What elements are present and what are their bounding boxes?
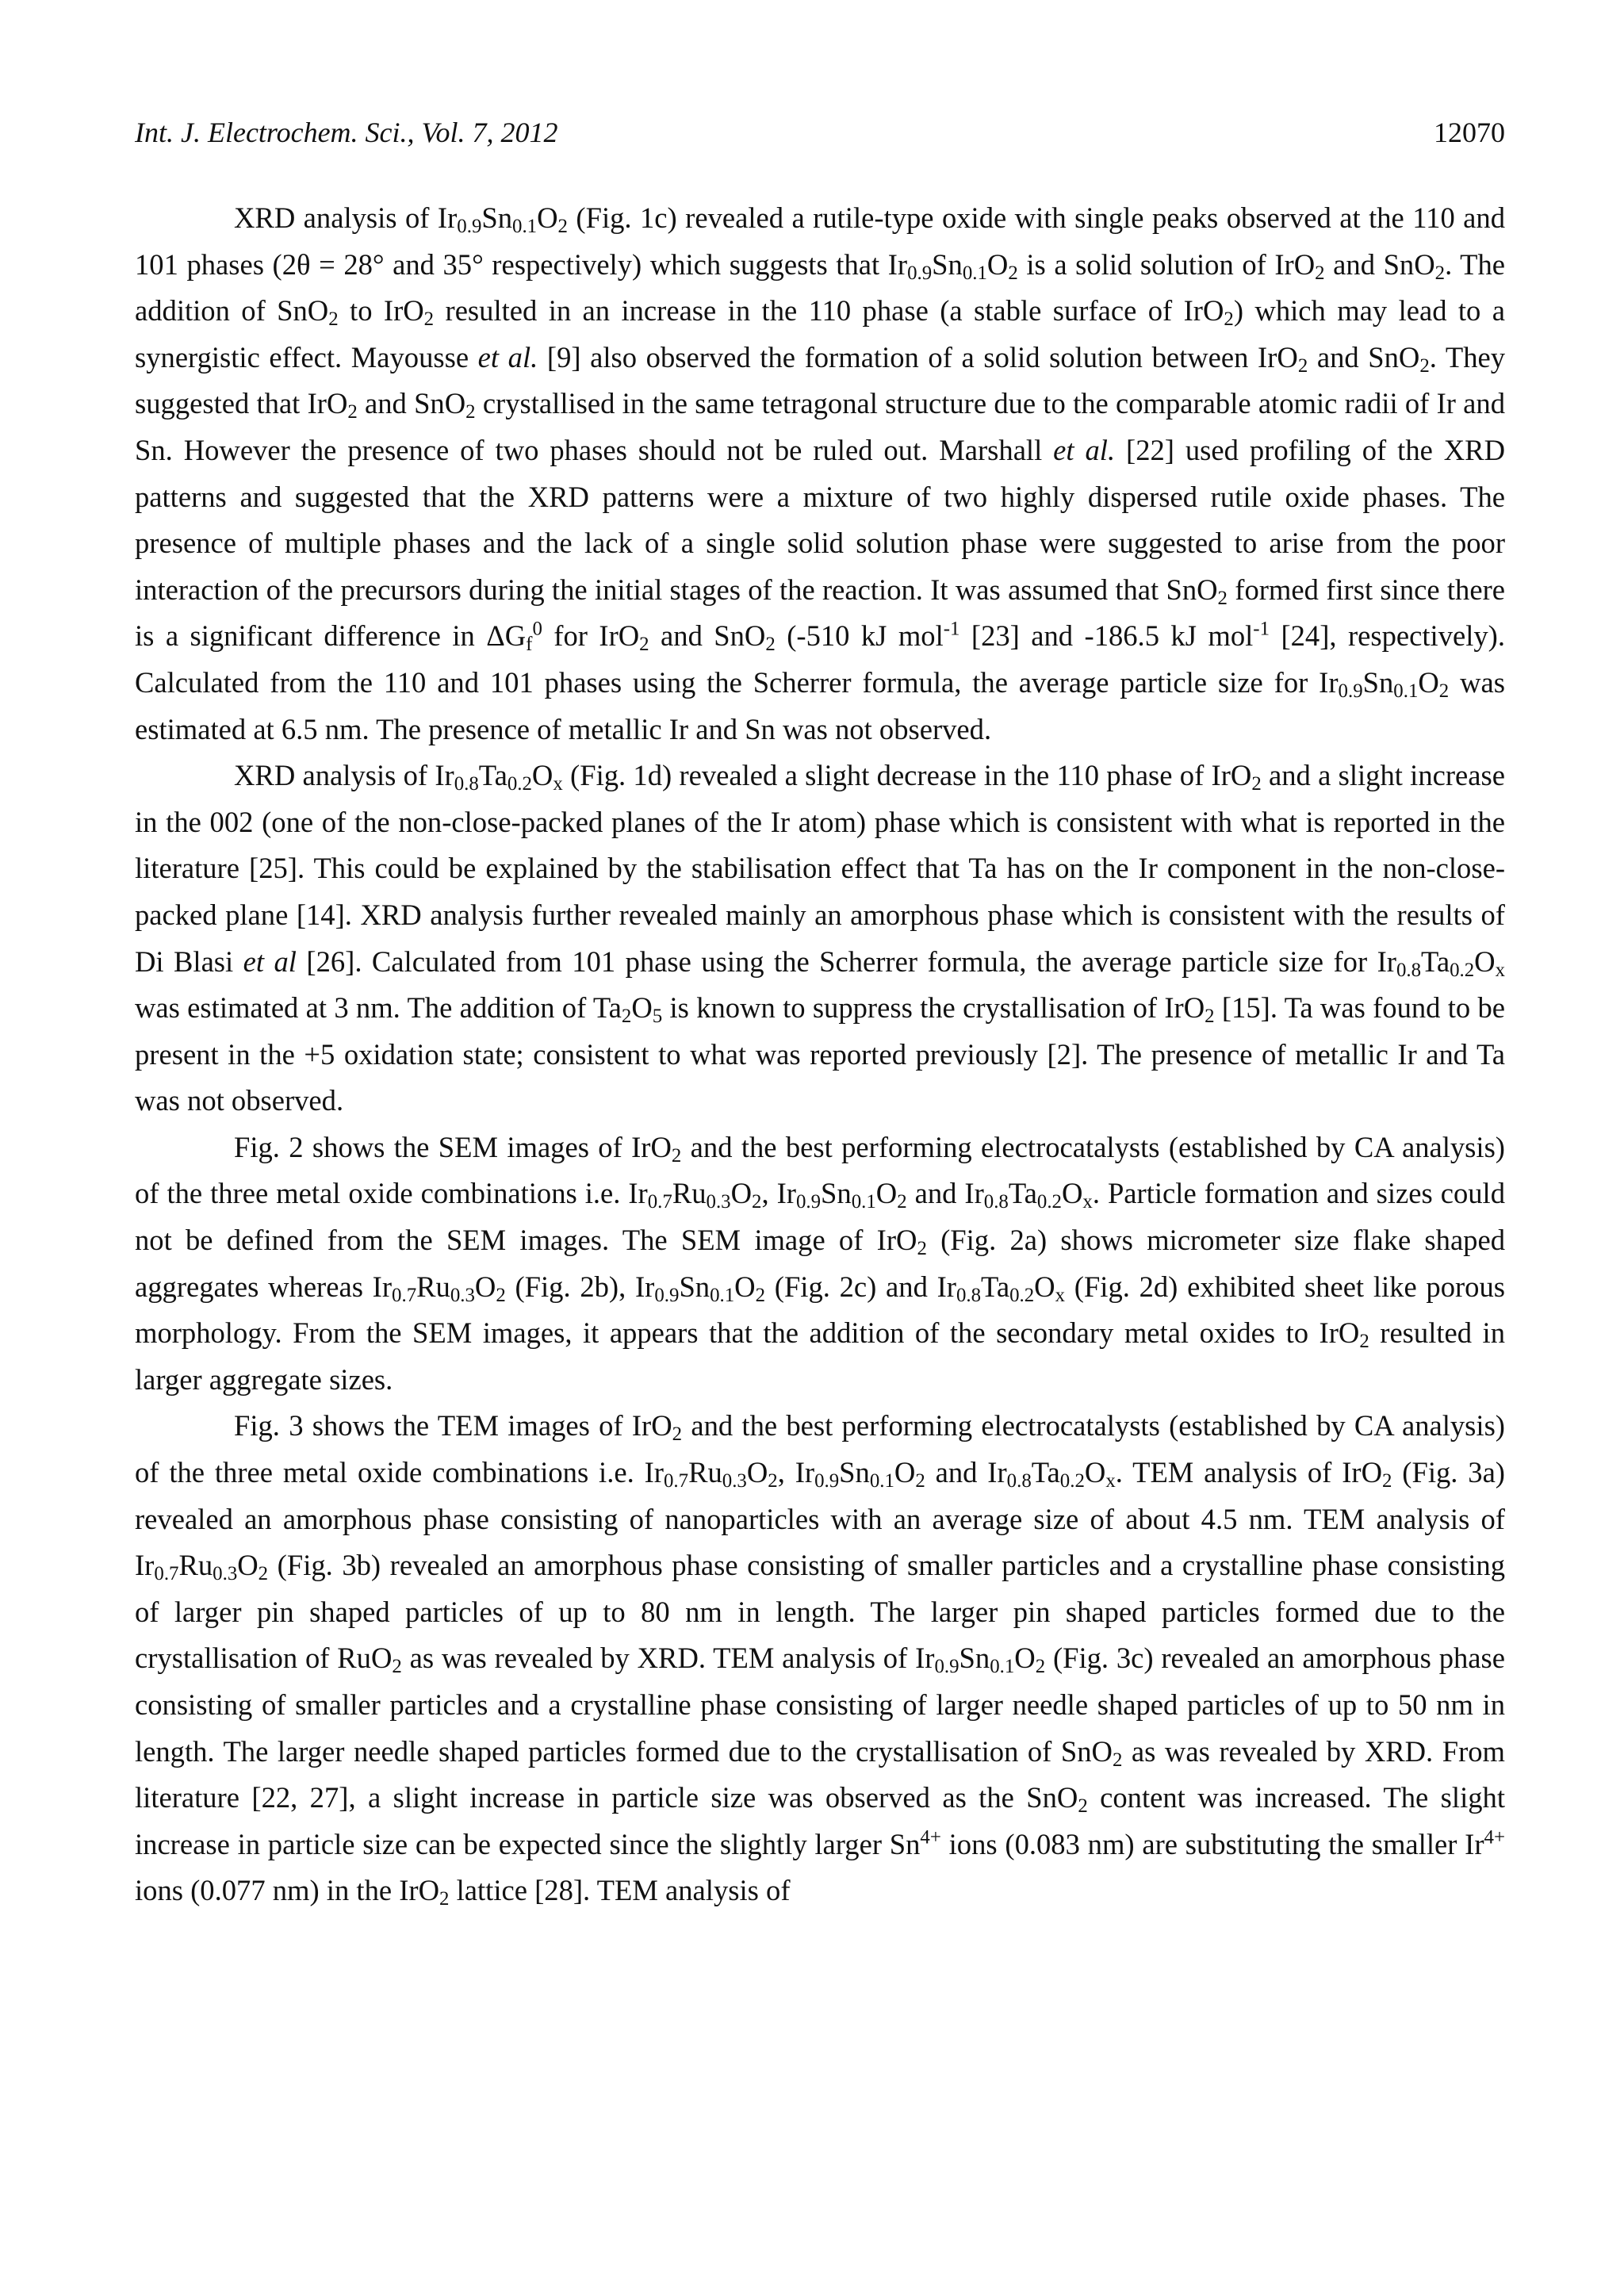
subscript: 2 — [621, 1006, 632, 1028]
subscript: 2 — [752, 1191, 762, 1213]
paragraph-tem-analysis: Fig. 3 shows the TEM images of IrO$_2$ and the best performing electrocatalysts (established by CA analysis) of the three metal oxide combinations i.e. $Ir_{0.7}Ru_{0.3}O_2$, $Ir_{0.9}Sn_{0.1}O_2$ and $Ir_{0.8}Ta_{0.2}O_x$. TEM analysis of IrO$_2$ (Fig. 3a) revealed an amorphous phase consisting of nanoparticles with an average size of about 4.5 nm. TEM analysis of $Ir_{0.7}Ru_{0.3}O_2$ (Fig. 3b) revealed an amorphous phase consisting of smaller particles and a crystalline phase consisting of larger pin shaped particles of up to 80 nm in length. The larger pin shaped particles formed due to the crystallisation of RuO$_2$ as was revealed by XRD. TEM analysis of $Ir_{0.9}Sn_{0.1}O_2$ (Fig. 3c) revealed an amorphous phase consisting of smaller particles and a crystalline phase consisting of larger needle shaped particles of up to 50 nm in length. The larger needle shaped particles formed due to the crystallisation of SnO$_2$ as was revealed by XRD. From literature [22, 27], a slight increase in particle size was observed as the SnO$_2$ content was increased. The slight increase in particle size can be expected since the slightly larger $Sn^{4+}$ ions (0.083 nm) are substituting the smaller $Ir^{4+}$ ions (0.077 nm) in the IrO$_2$ lattice [28]. TEM analysis of — [135, 1409, 1506, 1910]
subscript: 0.9 — [457, 216, 482, 238]
subscript: x — [1495, 959, 1506, 981]
journal-citation: Int. J. Electrochem. Sci., Vol. 7, 2012 — [135, 117, 558, 148]
subscript: 2 — [1205, 1006, 1215, 1028]
running-header — [135, 116, 1505, 155]
subscript: 2 — [1419, 355, 1430, 377]
subscript: 0.7 — [647, 1191, 672, 1213]
subscript: x — [553, 773, 563, 795]
subscript: 2 — [768, 1470, 778, 1492]
superscript: 4+ — [920, 1826, 941, 1849]
subscript: 0.2 — [1036, 1191, 1062, 1213]
subscript: 2 — [557, 216, 568, 238]
subscript: 2 — [1297, 355, 1308, 377]
subscript: 2 — [1359, 1331, 1369, 1353]
subscript: 0.3 — [450, 1284, 475, 1306]
body-text — [135, 195, 1505, 1914]
italic-text: et al. — [1053, 433, 1116, 466]
subscript: 5 — [652, 1006, 663, 1028]
subscript: 2 — [1008, 262, 1018, 284]
subscript: x — [1082, 1191, 1093, 1213]
subscript: 0.3 — [706, 1191, 731, 1213]
subscript: 2 — [465, 401, 476, 423]
subscript: 0.9 — [934, 1656, 959, 1678]
subscript: 2 — [1112, 1749, 1123, 1771]
subscript: x — [1055, 1284, 1066, 1306]
subscript: 2 — [897, 1191, 907, 1213]
subscript: 2 — [258, 1563, 269, 1585]
subscript: 0.1 — [962, 262, 987, 284]
subscript: 0.2 — [1009, 1284, 1035, 1306]
subscript: 0.8 — [983, 1191, 1009, 1213]
subscript: 0.9 — [795, 1191, 822, 1213]
paragraph-xrd-ir-ta: XRD analysis of $Ir_{0.8}Ta_{0.2}O_x$ (Fig. 1d) revealed a slight decrease in the 110 phase of IrO$_2$ and a slight increase in the 002 (one of the non-close-packed planes of the Ir atom) phase which is consistent with what is reported in the literature [25]. This could be explained by the stabilisation effect that Ta has on the Ir component in the non-close-packed plane [14]. XRD analysis further revealed mainly an amorphous phase which is consistent with the results of Di Blasi et al [26]. Calculated from 101 phase using the Scherrer formula, the average particle size for $Ir_{0.8}Ta_{0.2}O_x$ was estimated at 3 nm. The addition of $Ta_2O_5$ is known to suppress the crystallisation of IrO$_2$ [15]. Ta was found to be present in the +5 oxidation state; consistent to what was reported previously [2]. The presence of metallic Ir and Ta was not observed. — [135, 759, 1506, 1117]
subscript: 2 — [915, 1470, 925, 1492]
subscript: 2 — [1438, 680, 1450, 703]
subscript: 0.9 — [654, 1284, 680, 1306]
subscript: 2 — [1224, 308, 1234, 331]
subscript: 2 — [392, 1656, 402, 1678]
subscript: 0.7 — [392, 1284, 417, 1306]
subscript: 0.3 — [722, 1470, 747, 1492]
subscript: 0.8 — [956, 1284, 982, 1306]
subscript: 2 — [755, 1284, 766, 1306]
subscript: 0.7 — [663, 1470, 689, 1492]
superscript: 0 — [532, 618, 542, 640]
subscript: 0.2 — [1059, 1470, 1085, 1492]
subscript: 2 — [1251, 773, 1262, 795]
superscript: -1 — [1253, 618, 1270, 640]
subscript: 0.1 — [990, 1656, 1015, 1678]
subscript: 2 — [1434, 262, 1446, 284]
subscript: 0.1 — [1393, 680, 1419, 703]
subscript: 2 — [672, 1423, 683, 1446]
subscript: 2 — [765, 634, 776, 656]
subscript: 0.9 — [814, 1470, 840, 1492]
italic-text: et al. — [477, 340, 538, 374]
subscript: 2 — [917, 1238, 927, 1260]
subscript: 0.9 — [1338, 680, 1363, 703]
subscript: 2 — [496, 1284, 506, 1306]
subscript: 2 — [1217, 587, 1228, 609]
subscript: 0.2 — [507, 773, 532, 795]
paragraph-sem-analysis: Fig. 2 shows the SEM images of IrO$_2$ and the best performing electrocatalysts (established by CA analysis) of the three metal oxide combinations i.e. $Ir_{0.7}Ru_{0.3}O_2$, $Ir_{0.9}Sn_{0.1}O_2$ and $Ir_{0.8}Ta_{0.2}O_x$. Particle formation and sizes could not be defined from the SEM images. The SEM image of IrO$_2$ (Fig. 2a) shows micrometer size flake shaped aggregates whereas $Ir_{0.7}Ru_{0.3}O_2$ (Fig. 2b), $Ir_{0.9}Sn_{0.1}O_2$ (Fig. 2c) and $Ir_{0.8}Ta_{0.2}O_x$ (Fig. 2d) exhibited sheet like porous morphology. From the SEM images, it appears that the addition of the secondary metal oxides to IrO$_2$ resulted in larger aggregate sizes. — [135, 1130, 1506, 1396]
subscript: x — [1105, 1470, 1116, 1492]
subscript: 0.1 — [512, 216, 538, 238]
subscript: 2 — [328, 308, 339, 331]
subscript: 2 — [1382, 1470, 1392, 1492]
subscript: 2 — [439, 1888, 450, 1910]
subscript: 2 — [347, 401, 358, 423]
subscript: 2 — [671, 1145, 682, 1167]
page-number: 12070 — [1434, 117, 1505, 148]
subscript: 0.9 — [907, 262, 933, 284]
subscript: 0.7 — [154, 1563, 179, 1585]
subscript: 0.1 — [851, 1191, 876, 1213]
subscript: 2 — [1035, 1656, 1046, 1678]
subscript: 0.8 — [454, 773, 479, 795]
superscript: 4+ — [1484, 1826, 1506, 1849]
subscript: 0.1 — [869, 1470, 894, 1492]
subscript: f — [526, 634, 533, 656]
subscript: 0.8 — [1006, 1470, 1032, 1492]
subscript: 0.8 — [1396, 959, 1422, 981]
subscript: 2 — [1078, 1795, 1088, 1818]
paragraph-xrd-ir-sn: XRD analysis of $Ir_{0.9}Sn_{0.1}O_2$ (Fig. 1c) revealed a rutile-type oxide with single peaks observed at the 110 and 101 phases (2θ = 28° and 35° respectively) which suggests that $Ir_{0.9}Sn_{0.1}O_2$ is a solid solution of IrO$_2$ and SnO$_2$. The addition of SnO$_2$ to IrO$_2$ resulted in an increase in the 110 phase (a stable surface of IrO$_2$) which may lead to a synergistic effect. Mayousse et al. [9] also observed the formation of a solid solution between IrO$_2$ and SnO$_2$. They suggested that IrO$_2$ and SnO$_2$ crystallised in the same tetragonal structure due to the comparable atomic radii of Ir and Sn. However the presence of two phases should not be ruled out. Marshall et al. [22] used profiling of the XRD patterns and suggested that the XRD patterns were a mixture of two highly dispersed rutile oxide phases. The presence of multiple phases and the lack of a single solid solution phase were suggested to arise from the poor interaction of the precursors during the initial stages of the reaction. It was assumed that SnO$_2$ formed first since there is a significant difference in $\Delta G_f^0$ for IrO$_2$ and SnO$_2$ (-510 kJ mol$^{-1}$ [23] and -186.5 kJ mol$^{-1}$ [24], respectively). Calculated from the 110 and 101 phases using the Scherrer formula, the average particle size for $Ir_{0.9}Sn_{0.1}O_2$ was estimated at 6.5 nm. The presence of metallic Ir and Sn was not observed. — [135, 201, 1506, 745]
subscript: 0.2 — [1450, 959, 1475, 981]
subscript: 2 — [639, 634, 649, 656]
subscript: 0.3 — [213, 1563, 238, 1585]
subscript: 2 — [1315, 262, 1325, 284]
subscript: 2 — [423, 308, 435, 331]
superscript: -1 — [943, 618, 960, 640]
italic-text: et al — [243, 944, 297, 978]
subscript: 0.1 — [710, 1284, 735, 1306]
